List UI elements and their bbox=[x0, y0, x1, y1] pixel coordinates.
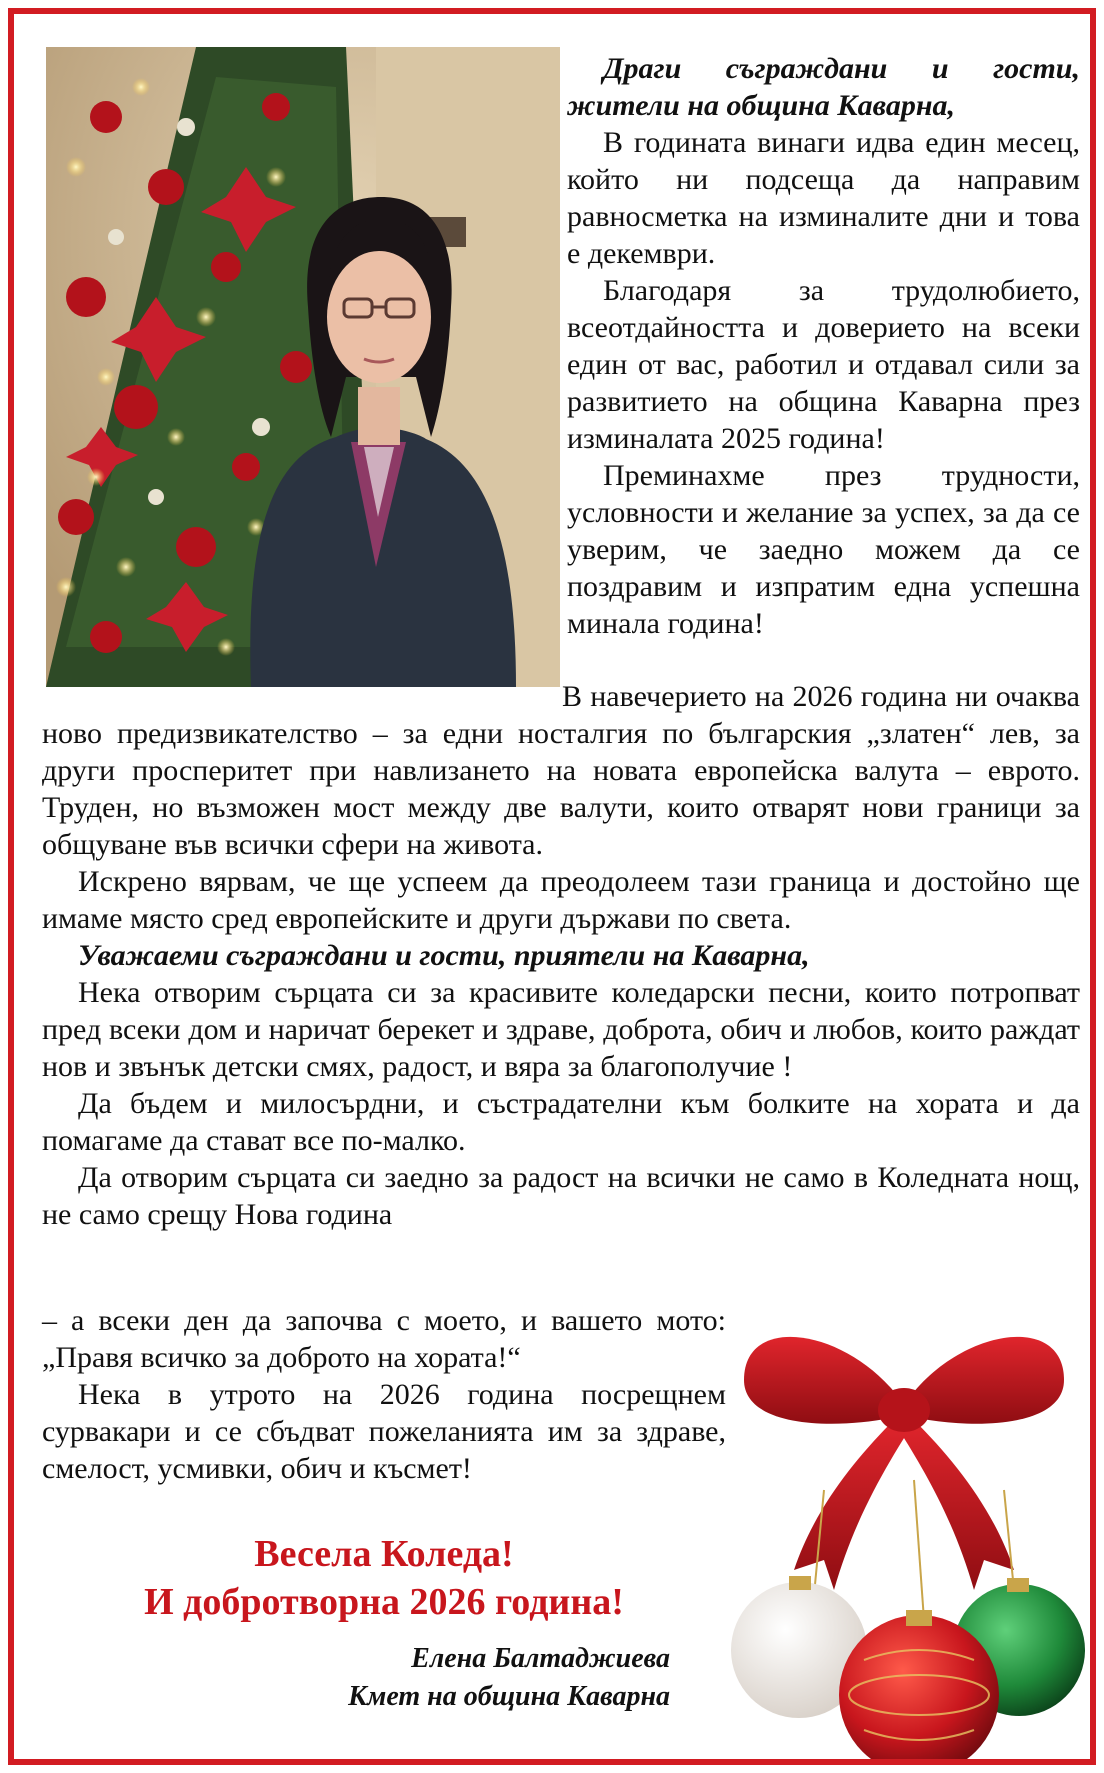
narrow-text bbox=[42, 1302, 726, 1487]
paragraph: Нека отворим сърцата си за красивите коледарски песни, които потропват пред всеки дом и наричат берекет и здраве, доброта, обич и любов, които раждат нов и звънък детски смях, радост, и вяра за благополучие ! bbox=[42, 976, 1080, 1083]
signature bbox=[348, 1640, 670, 1716]
paragraph: В годината винаги идва един месец, който ни подсеща да направим равносметка на изминалите дни и това е декември. bbox=[567, 126, 1080, 270]
paragraph: Благодаря за трудолюбието, всеотдайността и доверието на всеки един от вас, работил и отдавал сили за развитието на община Каварна през изминалата 2025 година! bbox=[567, 274, 1080, 455]
paragraph: Преминахме през трудности, условности и желание за успех, за да се уверим, че заедно можем да се поздравим и изпратим една успешна минала година! bbox=[567, 459, 1080, 640]
paragraph: Искрено вярвам, че ще успеем да преодолеем тази граница и достойно ще имаме място сред европейските и други държави по света. bbox=[42, 865, 1080, 935]
greeting: Драги съграждани и гости, жители на община Каварна, bbox=[567, 52, 1080, 122]
paragraph: – а всеки ден да започва с моето, и вашето мото: „Правя всичко за доброто на хората!“ bbox=[42, 1304, 726, 1374]
paragraph: Да бъдем и милосърдни, и състрадателни към болките на хората и да помагаме да стават все по-малко. bbox=[42, 1087, 1080, 1157]
paragraph: В навечерието на 2026 година ни очаква ново предизвикателство – за едни носталгия по българския „златен“ лев, за други просперитет при навлизането на новата европейска валута – еврото. Труден, но възможен мост между две валути, които отварят нови граници за общуване във всички сфери на живота. bbox=[42, 680, 1080, 861]
portrait-photo bbox=[46, 47, 560, 687]
paragraph: Да отворим сърцата си заедно за радост на всички не само в Коледната нощ, не само срещу Нова година bbox=[42, 1161, 1080, 1231]
full-width-text bbox=[42, 678, 1080, 1233]
signature-title: Кмет на община Каварна bbox=[348, 1681, 670, 1712]
closing-line-2: И добротворна 2026 година! bbox=[144, 1581, 624, 1623]
ornament-image bbox=[704, 1310, 1090, 1765]
closing-wishes bbox=[44, 1530, 724, 1626]
signature-name: Елена Балтаджиева bbox=[411, 1643, 670, 1674]
page-frame bbox=[8, 8, 1096, 1765]
paragraph: Нека в утрото на 2026 година посрещнем сурвакари и се сбъдват пожеланията им за здраве, смелост, усмивки, обич и късмет! bbox=[42, 1378, 726, 1485]
intro-column bbox=[567, 50, 1080, 642]
closing-line-1: Весела Коледа! bbox=[254, 1533, 514, 1575]
greeting-second: Уважаеми съграждани и гости, приятели на Каварна, bbox=[78, 939, 810, 972]
